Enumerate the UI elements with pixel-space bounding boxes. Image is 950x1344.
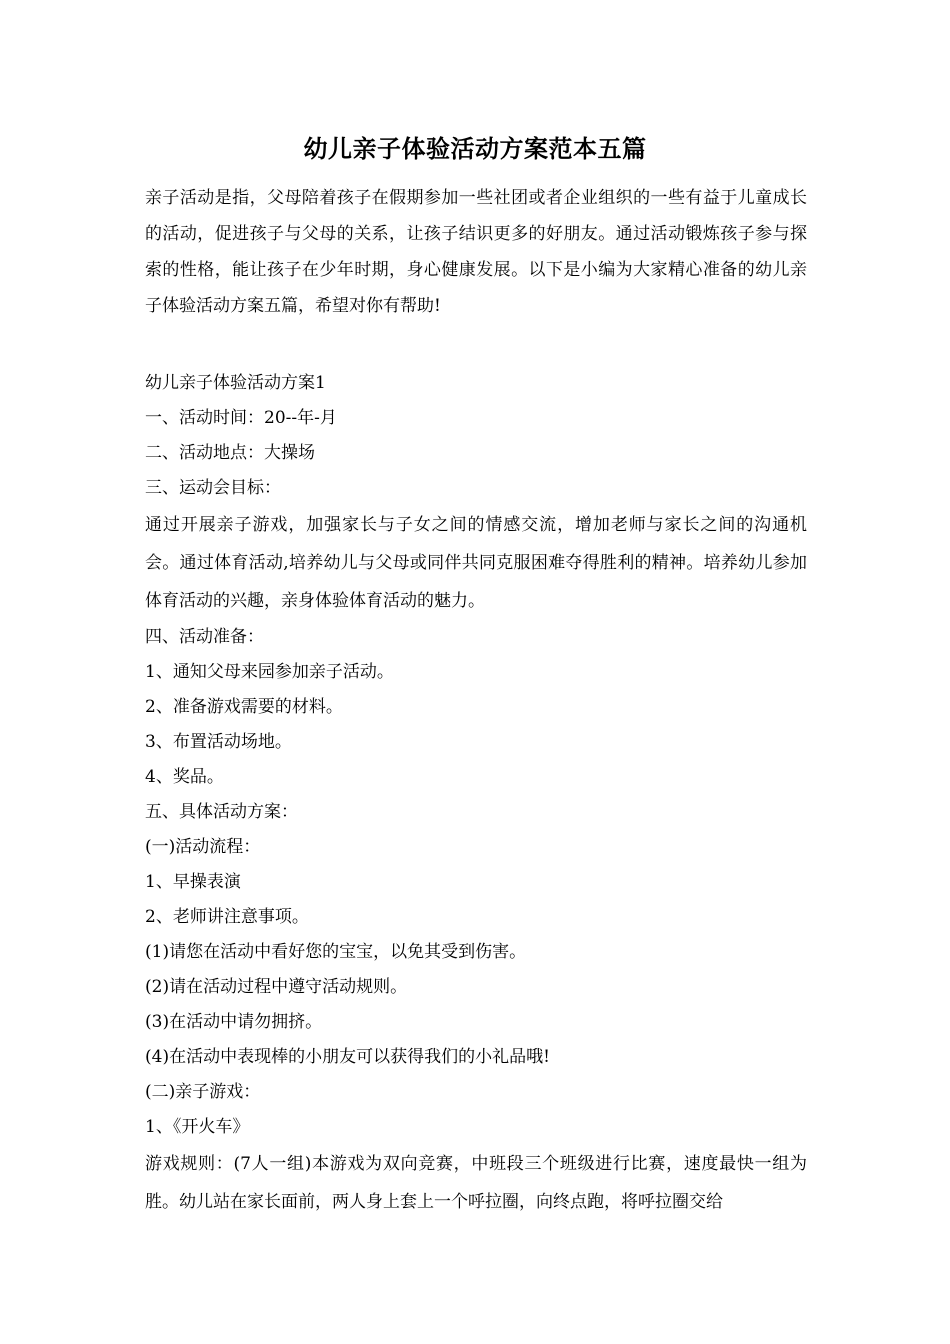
activity-time: 一、活动时间：20--年-月 (145, 408, 337, 428)
prep-item: 4、奖品。 (145, 767, 224, 787)
flow-item: 1、早操表演 (145, 872, 241, 892)
note-item: (2)请在活动过程中遵守活动规则。 (145, 977, 408, 997)
note-item: (3)在活动中请勿拥挤。 (145, 1012, 323, 1032)
game1-rules: 游戏规则：(7人一组)本游戏为双向竞赛，中班段三个班级进行比赛，速度最快一组为胜。幼儿站在家长面前，两人身上套上一个呼拉圈，向终点跑，将呼拉圈交给 (145, 1154, 807, 1212)
note-item: (4)在活动中表现棒的小朋友可以获得我们的小礼品哦! (145, 1047, 550, 1067)
document-body (145, 366, 807, 1221)
section-heading: 幼儿亲子体验活动方案1 (145, 373, 326, 393)
prep-heading: 四、活动准备： (145, 627, 264, 647)
prep-item: 1、通知父母来园参加亲子活动。 (145, 662, 394, 682)
games-heading: (二)亲子游戏： (145, 1082, 261, 1102)
plan-heading: 五、具体活动方案： (145, 802, 298, 822)
prep-item: 3、布置活动场地。 (145, 732, 292, 752)
flow-heading: (一)活动流程： (145, 837, 261, 857)
goal-heading: 三、运动会目标： (145, 478, 281, 498)
prep-item: 2、准备游戏需要的材料。 (145, 697, 343, 717)
game1-title: 1、《开火车》 (145, 1117, 250, 1137)
intro-paragraph: 亲子活动是指，父母陪着孩子在假期参加一些社团或者企业组织的一些有益于儿童成长的活动，促进孩子与父母的关系，让孩子结识更多的好朋友。通过活动锻炼孩子参与探索的性格，能让孩子在少年时期，身心健康发展。以下是小编为大家精心准备的幼儿亲子体验活动方案五篇，希望对你有帮助! (145, 188, 807, 316)
flow-item: 2、老师讲注意事项。 (145, 907, 309, 927)
activity-place: 二、活动地点：大操场 (145, 443, 315, 463)
document-title: 幼儿亲子体验活动方案范本五篇 (303, 134, 647, 163)
goal-paragraph: 通过开展亲子游戏，加强家长与子女之间的情感交流，增加老师与家长之间的沟通机会。通过体育活动,培养幼儿与父母或同伴共同克服困难夺得胜利的精神。培养幼儿参加体育活动的兴趣，亲身体验体育活动的魅力。 (145, 515, 807, 611)
note-item: (1)请您在活动中看好您的宝宝，以免其受到伤害。 (145, 942, 527, 962)
